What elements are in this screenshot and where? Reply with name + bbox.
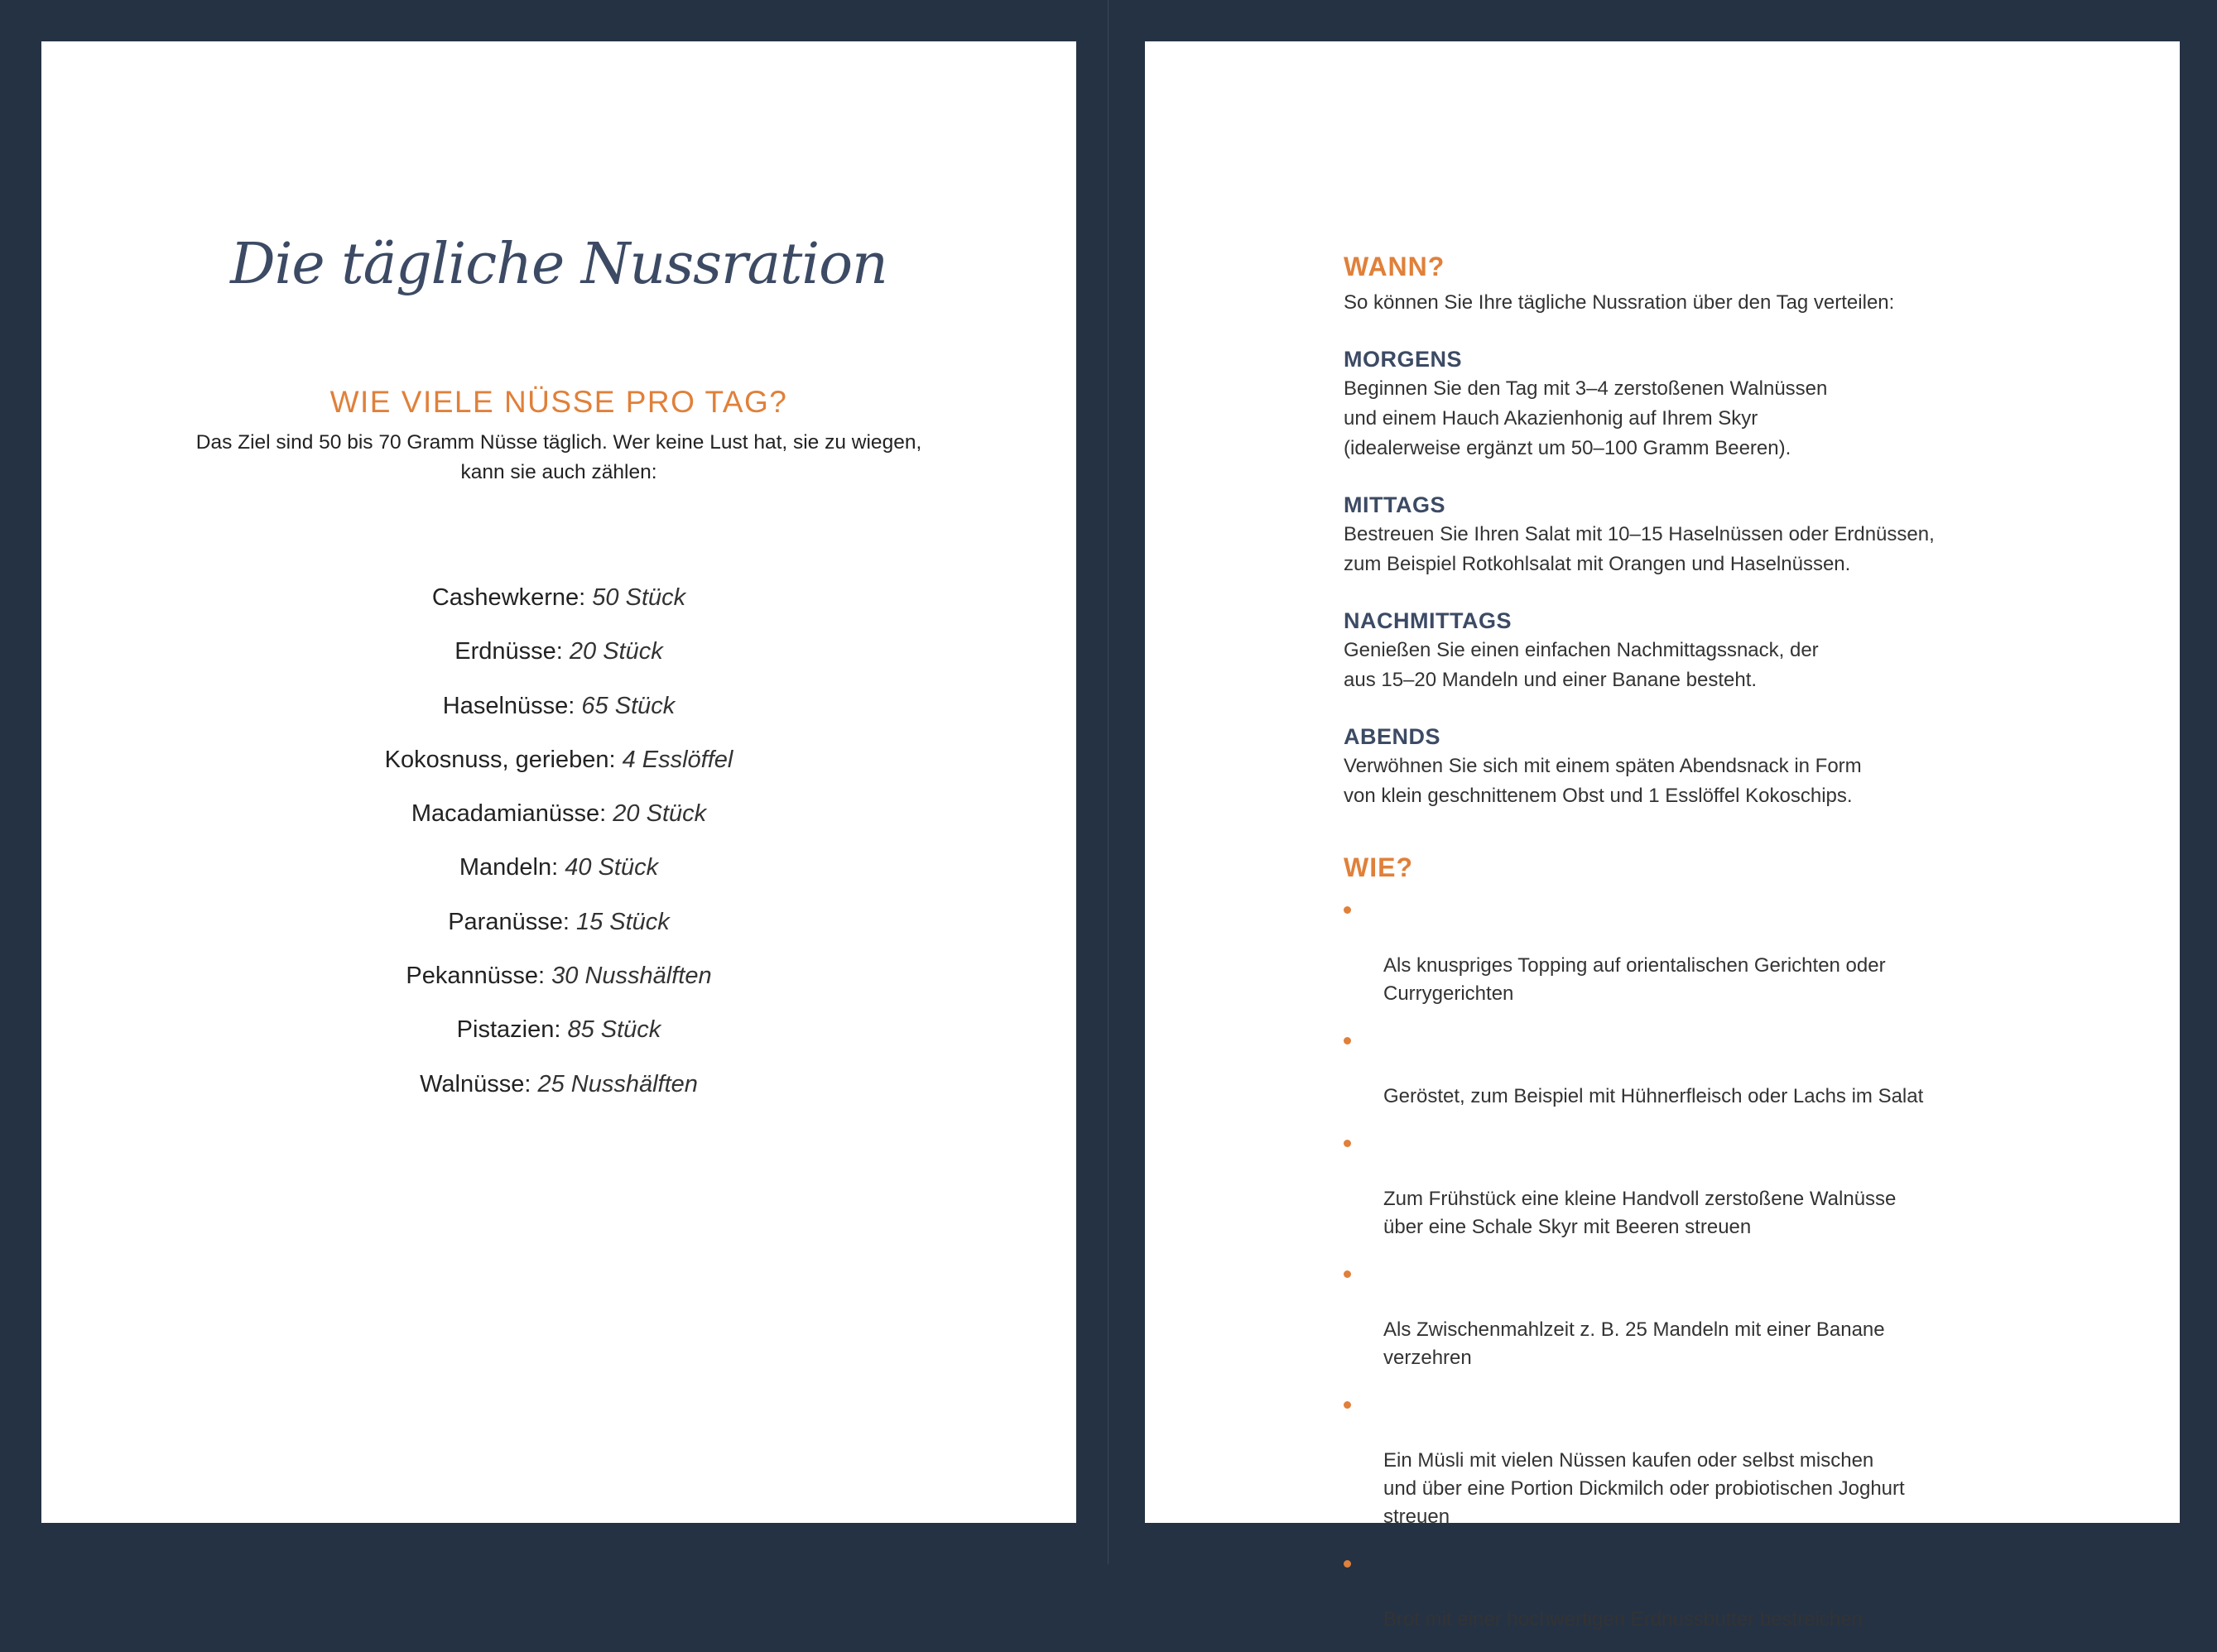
right-page — [1145, 41, 2180, 1630]
nut-list-item — [41, 633, 1076, 687]
list-item-text: Als Zwischenmahlzeit z. B. 25 Mandeln mit einer Banane verzehren — [1383, 1318, 1885, 1369]
nut-name: Mandeln: — [459, 854, 559, 881]
list-item — [1344, 896, 1973, 1008]
bullet-dot-icon — [1344, 1401, 1351, 1409]
time-heading: NACHMITTAGS — [1344, 608, 1512, 633]
nut-amount: 20 Stück — [613, 800, 707, 828]
nut-amount: 30 Nusshälften — [551, 963, 712, 990]
nut-name: Macadamianüsse: — [411, 800, 607, 828]
nut-name: Kokosnuss, gerieben: — [384, 746, 616, 773]
list-item — [1344, 1390, 1973, 1531]
time-heading: MITTAGS — [1344, 492, 1445, 517]
nut-name: Erdnüsse: — [454, 638, 563, 665]
time-heading: ABENDS — [1344, 724, 1441, 749]
nuts-per-day-intro: Das Ziel sind 50 bis 70 Gramm Nüsse täglich. Wer keine Lust hat, sie zu wiegen, kann sie auch zählen: — [195, 431, 922, 483]
nut-amount: 65 Stück — [581, 692, 676, 719]
nut-list-item — [41, 1011, 1076, 1065]
nut-amount: 20 Stück — [569, 638, 663, 665]
nut-list-item — [41, 849, 1076, 903]
bullet-dot-icon — [1344, 906, 1351, 914]
nuts-per-day-heading: WIE VIELE NÜSSE PRO TAG? — [329, 385, 788, 419]
list-item — [1344, 1026, 1973, 1111]
nut-list — [41, 579, 1076, 1120]
nut-amount: 25 Nusshälften — [537, 1070, 698, 1097]
when-heading: WANN? — [1344, 252, 1445, 281]
list-item — [1344, 1129, 1973, 1241]
time-text: Verwöhnen Sie sich mit einem späten Abendsnack in Form von klein geschnittenem Obst und 1 Esslöffel Kokoschips. — [1344, 755, 1862, 807]
nut-amount: 40 Stück — [565, 854, 659, 881]
nut-name: Walnüsse: — [420, 1070, 531, 1097]
time-block-afternoon — [1344, 606, 1973, 695]
page-title: Die tägliche Nussration — [230, 232, 887, 297]
nut-name: Pistazien: — [456, 1016, 561, 1044]
bullet-dot-icon — [1344, 1037, 1351, 1045]
when-intro: So können Sie Ihre tägliche Nussration über den Tag verteilen: — [1344, 291, 1895, 314]
list-item-text: Brot mit einer hochwertigen Erdnussbutter bestreichen — [1383, 1608, 1863, 1630]
nut-list-item — [41, 1066, 1076, 1120]
how-list — [1344, 896, 1973, 1634]
nut-list-item — [41, 688, 1076, 742]
nut-amount: 4 Esslöffel — [622, 746, 733, 773]
nut-list-item — [41, 958, 1076, 1011]
time-text: Beginnen Sie den Tag mit 3–4 zerstoßenen Walnüssen und einem Hauch Akazienhonig auf Ihrem Skyr (idealerweise ergänzt um 50–100 Gramm Beeren). — [1344, 377, 1828, 459]
left-page — [41, 41, 1076, 1523]
list-item — [1344, 1549, 1973, 1634]
nut-list-item — [41, 579, 1076, 633]
nut-name: Haselnüsse: — [442, 692, 575, 719]
bullet-dot-icon — [1344, 1140, 1351, 1147]
nut-list-item — [41, 795, 1076, 849]
time-block-evening — [1344, 722, 1973, 811]
nut-name: Paranüsse: — [448, 908, 570, 935]
list-item-text: Zum Frühstück eine kleine Handvoll zerstoßene Walnüsse über eine Schale Skyr mit Beeren streuen — [1383, 1188, 1897, 1238]
how-heading: WIE? — [1344, 852, 1413, 882]
list-item-text: Als knuspriges Topping auf orientalischen Gerichten oder Currygerichten — [1383, 954, 1886, 1005]
nut-name: Cashewkerne: — [431, 584, 586, 611]
nut-list-item — [41, 742, 1076, 795]
bullet-dot-icon — [1344, 1270, 1351, 1278]
list-item — [1344, 1260, 1973, 1372]
time-block-morning — [1344, 344, 1973, 463]
time-heading: MORGENS — [1344, 347, 1463, 372]
time-text: Genießen Sie einen einfachen Nachmittagssnack, der aus 15–20 Mandeln und einer Banane besteht. — [1344, 639, 1819, 691]
nut-amount: 50 Stück — [592, 584, 686, 611]
right-column — [1344, 248, 1973, 1652]
nut-list-item — [41, 904, 1076, 958]
time-text: Bestreuen Sie Ihren Salat mit 10–15 Haselnüssen oder Erdnüssen, zum Beispiel Rotkohlsalat mit Orangen und Haselnüssen. — [1344, 523, 1935, 575]
list-item-text: Ein Müsli mit vielen Nüssen kaufen oder selbst mischen und über eine Portion Dickmilch oder probiotischen Joghurt streuen — [1383, 1449, 1905, 1528]
list-item-text: Geröstet, zum Beispiel mit Hühnerfleisch oder Lachs im Salat — [1383, 1085, 1924, 1107]
nut-amount: 15 Stück — [575, 908, 670, 935]
nut-amount: 85 Stück — [567, 1016, 661, 1044]
bullet-dot-icon — [1344, 1560, 1351, 1568]
nut-name: Pekannüsse: — [406, 963, 546, 990]
time-block-noon — [1344, 490, 1973, 579]
